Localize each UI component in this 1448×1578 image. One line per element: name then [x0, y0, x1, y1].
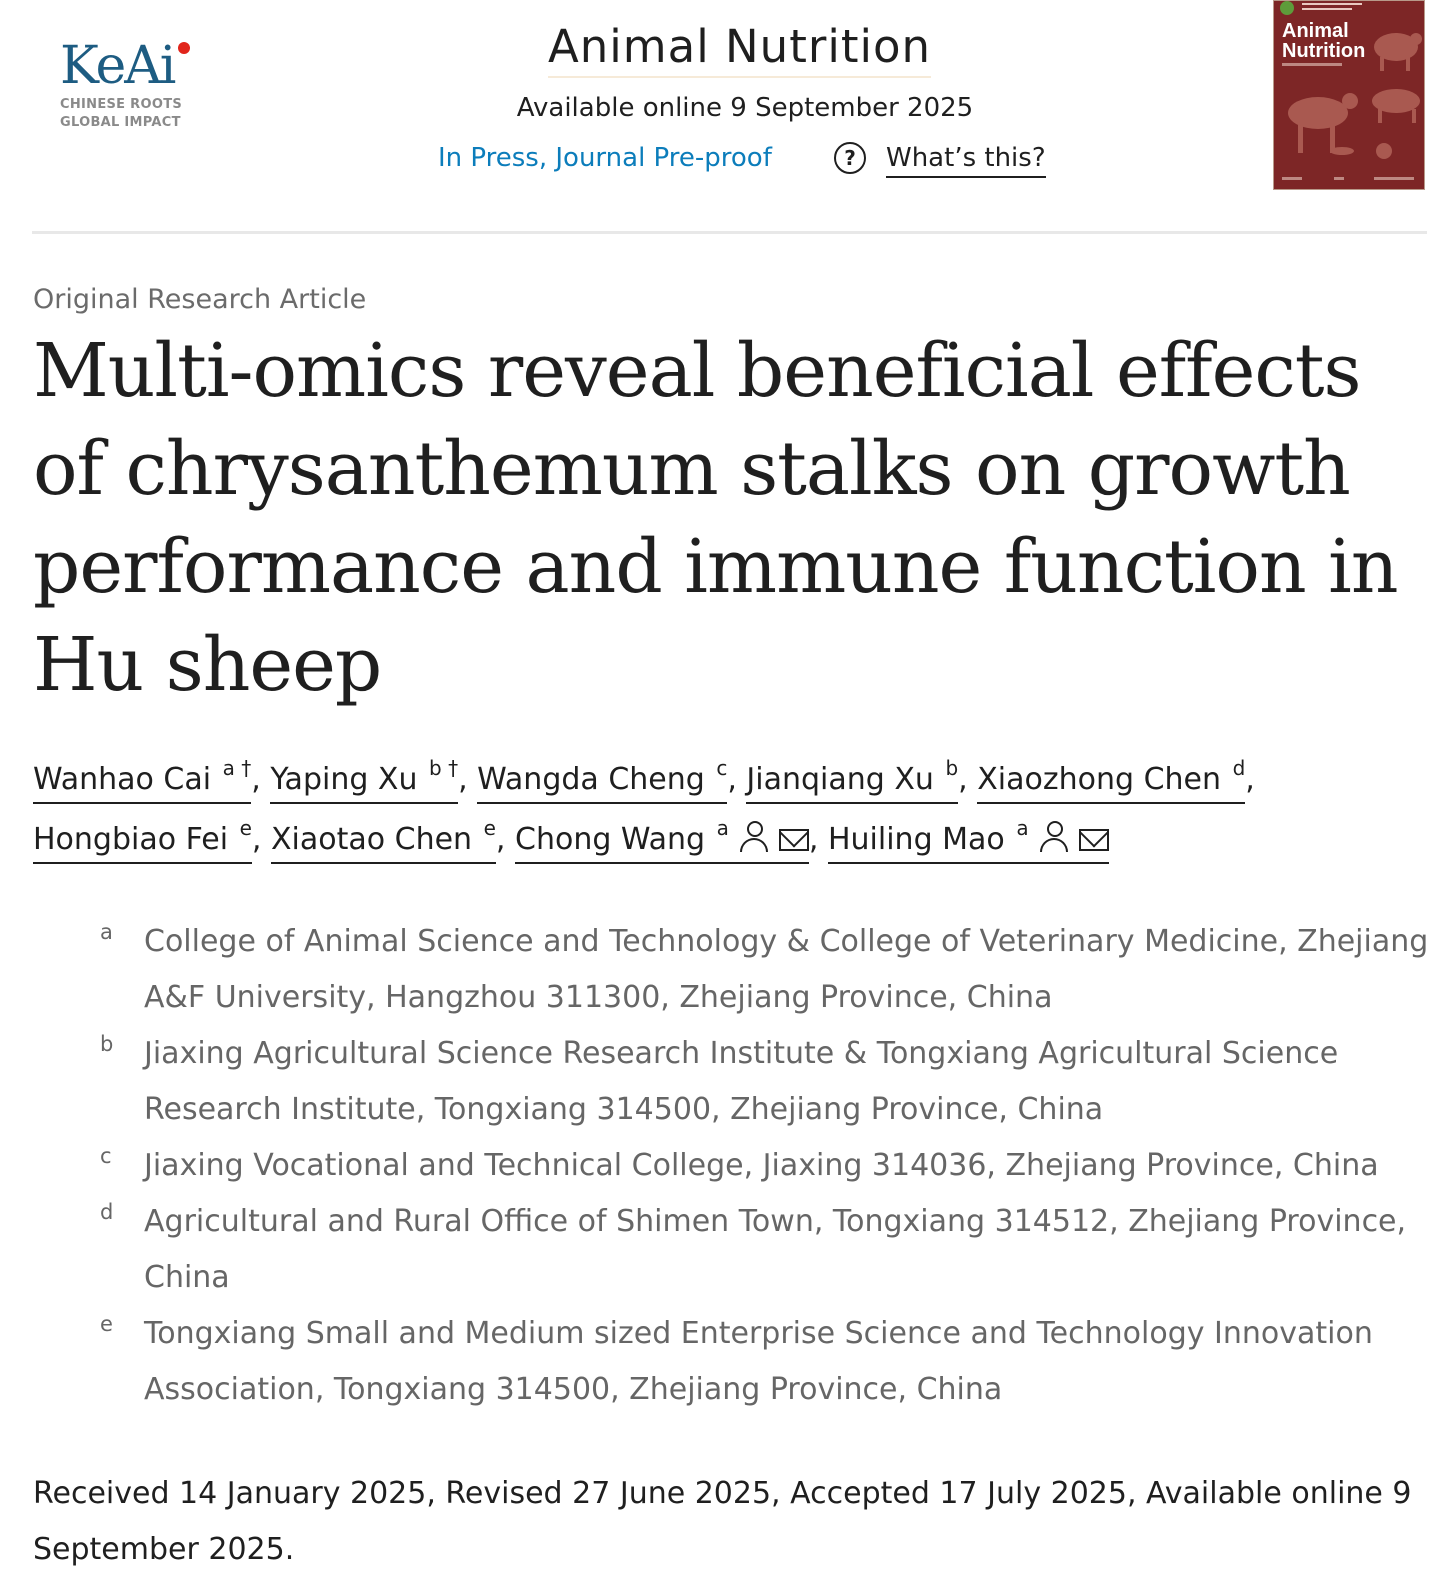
author-link[interactable]: Wangda Cheng $^c$ — [477, 761, 727, 804]
mail-icon — [779, 829, 809, 851]
article-history-dates: Received 14 January 2025, Revised 27 June 2025, Accepted 17 July 2025, Available online 9 September 2025. — [33, 1476, 1412, 1567]
affiliation-item — [100, 1026, 1430, 1138]
author-link[interactable]: Jianqiang Xu $^b$ — [746, 761, 958, 804]
journal-title-link[interactable]: Animal Nutrition — [548, 20, 931, 78]
logo-red-dot — [178, 42, 190, 54]
author-link[interactable]: Yaping Xu $^{b \dagger}$ — [270, 761, 458, 804]
author-link[interactable]: Xiaotao Chen $^e$ — [271, 821, 496, 864]
affiliation-text: Jiaxing Vocational and Technical College, Jiaxing 314036, Zhejiang Province, China — [144, 1148, 1379, 1183]
affiliation-item — [100, 1306, 1430, 1418]
article-type-label: Original Research Article — [33, 284, 367, 315]
logo-tagline-line2: GLOBAL IMPACT — [60, 115, 181, 130]
author-link[interactable]: Xiaozhong Chen $^d$ — [977, 761, 1245, 804]
available-online-date: Available online 9 September 2025 — [516, 93, 974, 123]
affiliation-label: c — [100, 1144, 112, 1168]
author-link-corresponding[interactable]: Chong Wang $^a$ — [515, 821, 809, 864]
affiliation-text: College of Animal Science and Technology & College of Veterinary Medicine, Zhejiang A&F University, Hangzhou 311300, Zhejiang Province, China — [144, 924, 1429, 1015]
in-press-link[interactable]: In Press, Journal Pre-proof — [438, 143, 772, 173]
affiliation-label: d — [100, 1200, 114, 1224]
cover-animal-illustration — [1274, 1, 1425, 190]
article-title: Multi-omics reveal beneficial effects of chrysanthemum stalks on growth performance and immune function in Hu sheep — [33, 328, 1398, 708]
journal-cover-image[interactable] — [1273, 0, 1425, 190]
help-circle-icon[interactable]: ? — [834, 142, 866, 174]
affiliation-item — [100, 1138, 1430, 1194]
keai-wordmark: KeAi — [60, 36, 175, 96]
affiliation-label: e — [100, 1312, 113, 1336]
person-icon — [739, 821, 769, 851]
affiliation-text: Jiaxing Agricultural Science Research Institute & Tongxiang Agricultural Science Research Institute, Tongxiang 314500, Zhejiang Province, China — [144, 1036, 1339, 1127]
affiliation-item — [100, 1194, 1430, 1306]
affiliation-label: b — [100, 1032, 114, 1056]
whats-this-link[interactable]: What’s this? — [886, 140, 1046, 178]
author-list: Wanhao Cai $^{a \dagger}$, Yaping Xu $^{b \dagger}$, Wangda Cheng $^c$, Jianqiang Xu $^b$, Xiaozhong Chen $^d$, Hongbiao Fei $^e$, Xiaotao Chen $^e$, Chong Wang $^a$ , Huiling Mao $^a$ — [33, 752, 1423, 872]
affiliation-item — [100, 914, 1430, 1026]
author-link[interactable]: Hongbiao Fei $^e$ — [33, 821, 252, 864]
page-header — [0, 0, 1448, 236]
author-link[interactable]: Wanhao Cai $^{a \dagger}$ — [33, 761, 251, 804]
affiliation-text: Agricultural and Rural Office of Shimen Town, Tongxiang 314512, Zhejiang Province, China — [144, 1204, 1407, 1295]
header-divider — [32, 231, 1427, 234]
cover-title: Animal Nutrition — [1282, 20, 1366, 62]
person-icon — [1039, 821, 1069, 851]
author-link-corresponding[interactable]: Huiling Mao $^a$ — [828, 821, 1109, 864]
logo-tagline-line1: CHINESE ROOTS — [60, 97, 183, 112]
affiliation-list — [100, 914, 1430, 1418]
mail-icon — [1079, 829, 1109, 851]
affiliation-label: a — [100, 920, 113, 944]
affiliation-text: Tongxiang Small and Medium sized Enterprise Science and Technology Innovation Association, Tongxiang 314500, Zhejiang Province, China — [144, 1316, 1373, 1407]
